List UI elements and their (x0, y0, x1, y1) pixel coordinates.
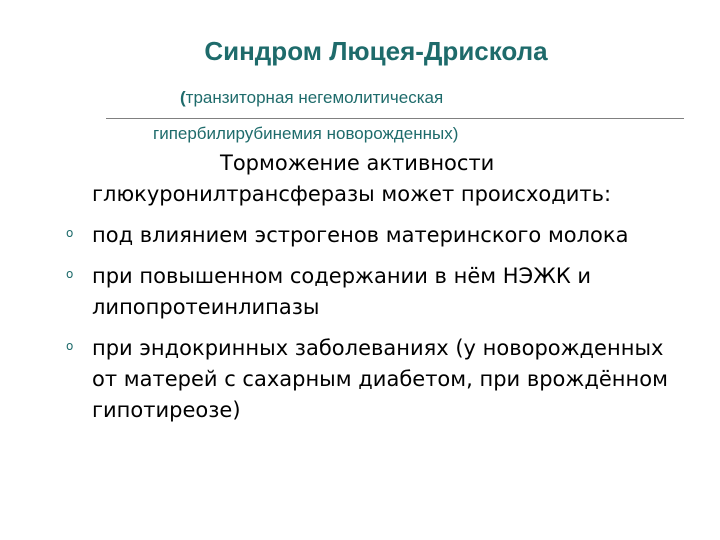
bullet-circle-icon: o (66, 226, 74, 240)
intro-paragraph: Торможение активности глюкуронилтрансферазы может происходить: (92, 151, 612, 206)
bullet-text: при повышенном содержании в нём НЭЖК и липопротеинлипазы (92, 264, 592, 319)
bullet-item (66, 261, 692, 323)
subtitle-line-1-text: транзиторная негемолитическая (185, 88, 444, 107)
bullet-circle-icon: o (66, 339, 74, 353)
slide-body (66, 148, 692, 436)
bullet-item (66, 220, 692, 251)
subtitle-line-1 (180, 88, 443, 108)
bullet-text: при эндокринных заболеваниях (у новорожденных от матерей с сахарным диабетом, при врождённом гипотиреозе) (92, 336, 668, 422)
subtitle-line-2: гипербилирубинемия новорожденных) (153, 124, 459, 143)
subtitle-open-paren: ( (180, 88, 186, 107)
bullet-circle-icon: o (66, 267, 74, 281)
bullet-text: под влиянием эстрогенов материнского молока (92, 223, 629, 247)
slide-title: Синдром Люцея-Дрискола (204, 36, 548, 66)
divider-line (106, 118, 684, 119)
bullet-item (66, 333, 692, 426)
